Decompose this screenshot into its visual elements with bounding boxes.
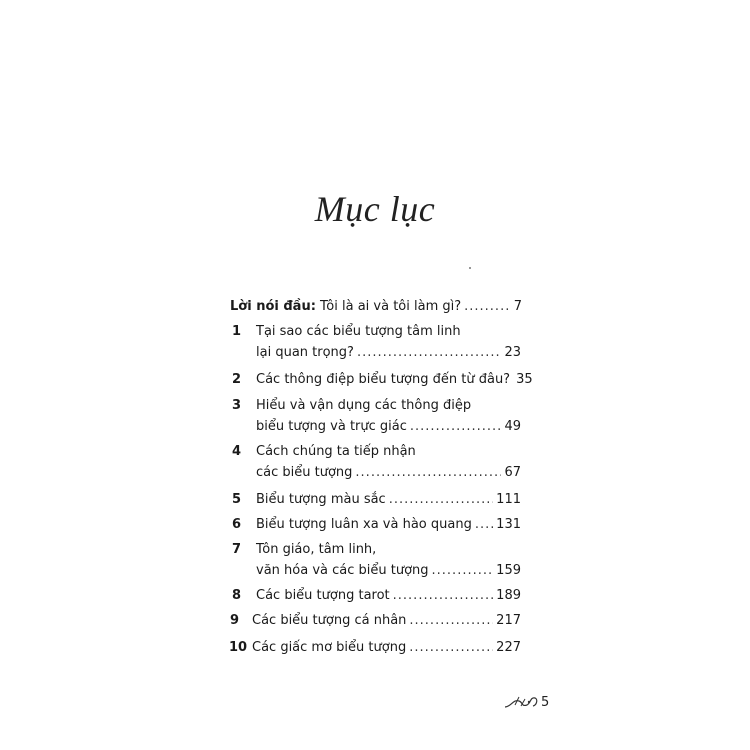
entry-title-row xyxy=(256,517,521,533)
entry-title-line2-row xyxy=(256,345,521,361)
entry-title-line1: Biểu tượng màu sắc xyxy=(256,492,386,507)
preface-page: 7 xyxy=(513,299,522,314)
entry-page: 217 xyxy=(496,613,521,628)
entry-title-line2: biểu tượng và trực giác xyxy=(256,419,407,434)
entry-title-row xyxy=(256,372,533,388)
entry-page: 67 xyxy=(504,465,521,480)
entry-page: 227 xyxy=(496,640,521,655)
entry-number: 4 xyxy=(232,444,242,459)
entry-number: 2 xyxy=(232,372,242,387)
dot-leader xyxy=(393,588,494,604)
preface-label: Lời nói đầu: xyxy=(230,299,316,314)
entry-title-line1: Các biểu tượng cá nhân xyxy=(252,613,407,628)
entry-title-line2: văn hóa và các biểu tượng xyxy=(256,563,429,578)
dot-leader xyxy=(432,563,494,579)
entry-number: 8 xyxy=(232,588,242,603)
entry-page: 23 xyxy=(504,345,521,360)
entry-number: 9 xyxy=(230,613,240,628)
entry-page: 159 xyxy=(496,563,521,578)
entry-title-row xyxy=(256,588,521,604)
entry-number: 1 xyxy=(232,324,242,339)
decorative-ornament-icon xyxy=(503,693,543,711)
entry-title-row xyxy=(252,613,521,629)
entry-page: 189 xyxy=(496,588,521,603)
dot-leader xyxy=(409,613,493,629)
dot-leader xyxy=(475,517,493,533)
entry-number: 7 xyxy=(232,542,242,557)
dot-leader xyxy=(410,419,502,435)
entry-title-line1: Tôn giáo, tâm linh, xyxy=(256,542,377,557)
entry-page: 111 xyxy=(496,492,521,507)
entry-title-line2: các biểu tượng xyxy=(256,465,353,480)
entry-title-line1: Biểu tượng luân xa và hào quang xyxy=(256,517,472,532)
entry-title-line2-row xyxy=(256,419,521,435)
dot-leader xyxy=(464,299,511,315)
entry-page: 131 xyxy=(496,517,521,532)
toc-preface xyxy=(230,299,522,315)
page-number: 5 xyxy=(541,695,550,710)
dot-leader xyxy=(357,345,502,361)
entry-title-row xyxy=(252,640,521,656)
entry-title-line1: Cách chúng ta tiếp nhận xyxy=(256,444,416,459)
entry-title-line2-row xyxy=(256,465,521,481)
entry-number: 10 xyxy=(229,640,248,655)
entry-page: 49 xyxy=(504,419,521,434)
entry-title-line1: Các giấc mơ biểu tượng xyxy=(252,640,407,655)
entry-title-line2-row xyxy=(256,563,521,579)
entry-title-line1: Các thông điệp biểu tượng đến từ đâu? xyxy=(256,372,511,387)
preface-text: Tôi là ai và tôi làm gì? xyxy=(320,299,462,314)
entry-title-row xyxy=(256,492,521,508)
entry-number: 3 xyxy=(232,398,242,413)
entry-title-line1: Tại sao các biểu tượng tâm linh xyxy=(256,324,461,339)
entry-title-line2: lại quan trọng? xyxy=(256,345,354,360)
entry-number: 6 xyxy=(232,517,242,532)
dot-leader xyxy=(409,640,493,656)
dot-leader xyxy=(389,492,493,508)
page-title: Mục lục xyxy=(314,189,436,229)
entry-title-line1: Các biểu tượng tarot xyxy=(256,588,390,603)
dot-leader xyxy=(355,465,501,481)
entry-number: 5 xyxy=(232,492,242,507)
entry-title-line1: Hiểu và vận dụng các thông điệp xyxy=(256,398,472,413)
entry-page: 35 xyxy=(516,372,533,387)
